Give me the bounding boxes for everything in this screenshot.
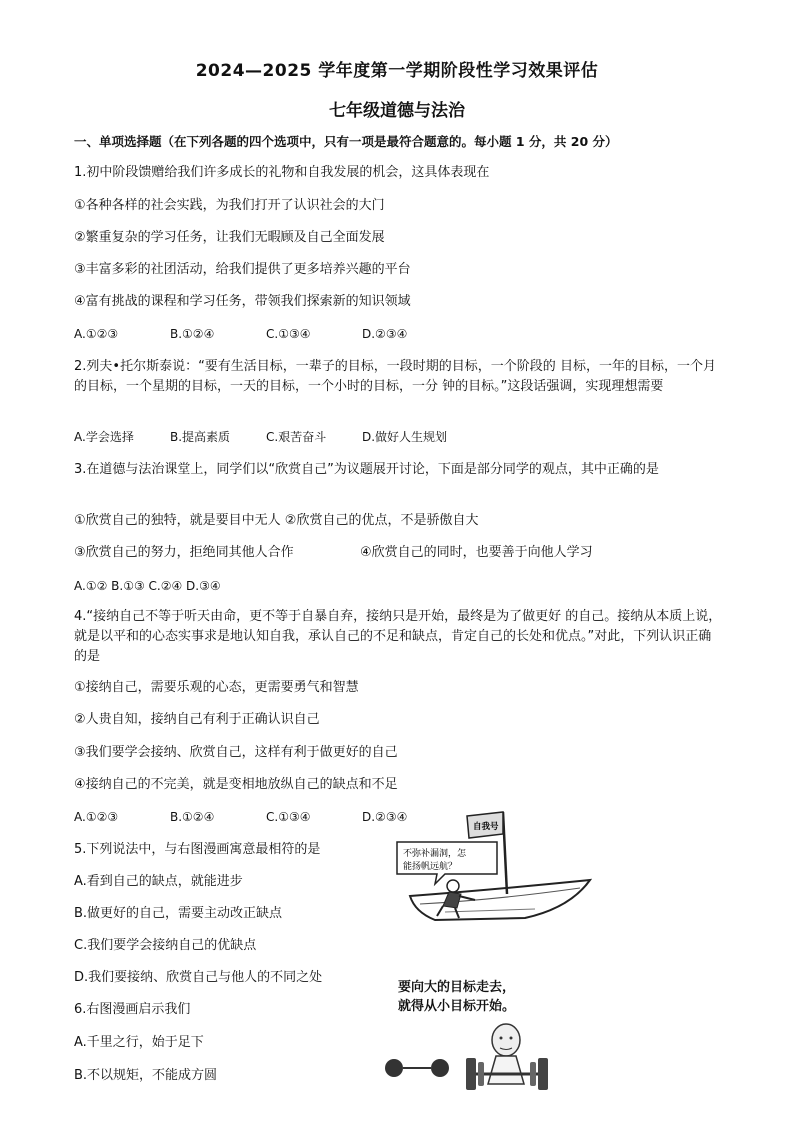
q5-option-b: B.做更好的自己，需要主动改正缺点 [74, 906, 283, 921]
q3-line-2b: ④欣赏自己的同时，也要善于向他人学习 [360, 545, 593, 560]
section-heading: 一、单项选择题（在下列各题的四个选项中，只有一项是最符合题意的。每小题 1 分，共 20 分） [74, 134, 618, 149]
q1-item-2: ②繁重复杂的学习任务，让我们无暇顾及自己全面发展 [74, 230, 385, 245]
q1-option-d: D.②③④ [362, 327, 408, 341]
big-weight-icon [466, 1058, 476, 1090]
small-weight-icon [431, 1059, 449, 1077]
q1-item-3: ③丰富多彩的社团活动，给我们提供了更多培养兴趣的平台 [74, 262, 411, 277]
q5-option-d: D.我们要接纳、欣赏自己与他人的不同之处 [74, 970, 323, 985]
exam-title: 2024—2025 学年度第一学期阶段性学习效果评估 [195, 61, 599, 81]
q3-line-1: ①欣赏自己的独特，就是要目中无人 ②欣赏自己的优点，不是骄傲自大 [74, 513, 479, 528]
q6-cartoon-weights [378, 1018, 578, 1092]
q4-option-c: C.①③④ [266, 810, 311, 824]
q6-stem: 6.右图漫画启示我们 [74, 1002, 191, 1017]
q5-bubble-line-2: 能扬帆远航？ [403, 862, 458, 872]
q5-option-a: A.看到自己的缺点，就能进步 [74, 874, 243, 889]
q1-item-1: ①各种各样的社会实践，为我们打开了认识社会的大门 [74, 198, 385, 213]
q5-cartoon-boat [385, 808, 595, 933]
q6-caption-line-1: 要向大的目标走去， [398, 980, 516, 995]
q6-option-b: B.不以规矩，不能成方圆 [74, 1068, 218, 1083]
big-weight-icon [538, 1058, 548, 1090]
q1-option-c: C.①③④ [266, 327, 311, 341]
q2-stem: 2.列夫•托尔斯泰说：“要有生活目标，一辈子的目标，一段时期的目标，一个阶段的 目标，一年的目标，一个月的目标，一个星期的目标，一天的目标，一个小时的目标，一分 钟的目标。”这段话强调，实现理想需要 [74, 359, 716, 394]
q6-cartoon-caption [398, 978, 598, 1016]
q1-option-a: A.①②③ [74, 327, 119, 341]
q4-item-3: ③我们要学会接纳、欣赏自己，这样有利于做更好的自己 [74, 745, 398, 760]
q4-item-1: ①接纳自己，需要乐观的心态，更需要勇气和智慧 [74, 680, 359, 695]
q2-option-a: A.学会选择 [74, 430, 134, 444]
q5-stem: 5.下列说法中，与右图漫画寓意最相符的是 [74, 842, 321, 857]
q1-stem: 1.初中阶段馈赠给我们许多成长的礼物和自我发展的机会，这具体表现在 [74, 165, 490, 180]
exam-subtitle: 七年级道德与法治 [329, 101, 465, 121]
q4-item-2: ②人贵自知，接纳自己有利于正确认识自己 [74, 712, 320, 727]
q3-line-2a: ③欣赏自己的努力，拒绝同其他人合作 [74, 545, 294, 560]
q3-options: A.①② B.①③ C.②④ D.③④ [74, 579, 221, 593]
q5-option-c: C.我们要学会接纳自己的优缺点 [74, 938, 257, 953]
person-head-icon [447, 880, 459, 892]
q5-flag-text: 自我号 [473, 822, 499, 832]
q4-option-d: D.②③④ [362, 810, 408, 824]
q2-option-b: B.提高素质 [170, 430, 231, 444]
q3-stem: 3.在道德与法治课堂上，同学们以“欣赏自己”为议题展开讨论，下面是部分同学的观点，其中正确的是 [74, 462, 659, 477]
q4-option-a: A.①②③ [74, 810, 119, 824]
q2-option-d: D.做好人生规划 [362, 430, 448, 444]
q4-option-b: B.①②④ [170, 810, 215, 824]
q4-item-4: ④接纳自己的不完美，就是变相地放纵自己的缺点和不足 [74, 777, 398, 792]
small-weight-icon [385, 1059, 403, 1077]
q4-stem: 4.“接纳自己不等于听天由命，更不等于自暴自弃，接纳只是开始，最终是为了做更好 的自己。接纳从本质上说，就是以平和的心态实事求是地认知自我，承认自己的不足和缺点，肯定自己的长处和优点。”对此，下列认识正确的是 [74, 609, 722, 664]
q1-option-b: B.①②④ [170, 327, 215, 341]
q5-bubble-line-1: 不弥补漏洞，怎 [403, 849, 467, 859]
q2-option-c: C.艰苦奋斗 [266, 430, 327, 444]
q6-caption-line-2: 就得从小目标开始。 [398, 999, 516, 1014]
person-head-icon [492, 1024, 520, 1056]
q6-option-a: A.千里之行，始于足下 [74, 1035, 204, 1050]
q1-item-4: ④富有挑战的课程和学习任务，带领我们探索新的知识领域 [74, 294, 411, 309]
